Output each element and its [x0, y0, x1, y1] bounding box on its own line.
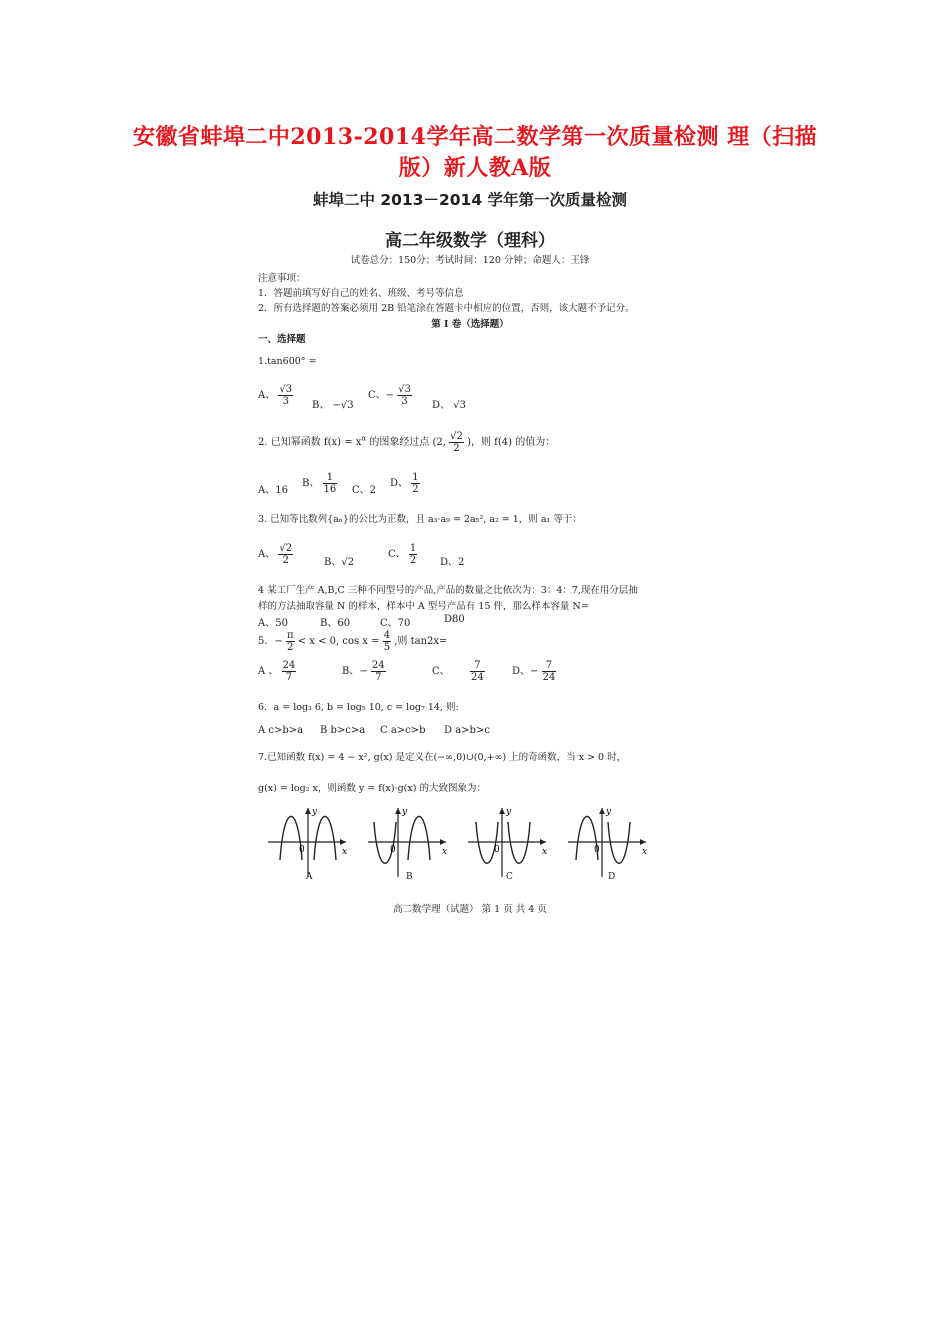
q3-option-c: C、 $\frac{1}{2}$ — [388, 543, 417, 566]
exam-info: 试卷总分：150分；考试时间：120 分钟；命题人：王锋 — [350, 255, 590, 266]
notice-title: 注意事项： — [258, 273, 306, 284]
q7-graphs — [268, 802, 668, 882]
q3-option-b: B、√2 — [324, 557, 355, 568]
graph-a-x: x — [342, 847, 348, 857]
graph-label-d: D — [608, 872, 616, 882]
graph-label-c: C — [506, 872, 513, 882]
graph-b-origin: 0 — [390, 845, 396, 855]
title-line-1: 安徽省蚌埠二中2013-2014学年高二数学第一次质量检测 理（扫描 — [132, 124, 818, 150]
q6-option-a: A c>b>a — [258, 725, 304, 736]
q2-option-a: A、16 — [258, 485, 288, 496]
q5-option-b: B、− $\frac{24}{7}$ — [342, 660, 385, 683]
graph-d-x: x — [642, 847, 648, 857]
graph-d-origin: 0 — [594, 845, 600, 855]
document-title — [120, 122, 830, 184]
graph-b-y: y — [402, 807, 408, 817]
q3-option-d: D、2 — [440, 557, 465, 568]
question-2: 2. 已知幂函数 $f(x) = x^\alpha$ 的图象经过点 (2, $\frac{√2}{2}$ )，则 f(4) 的值为： — [258, 431, 556, 454]
q5-option-c: C、 $\frac{7}{24}$ — [432, 660, 484, 683]
graph-c — [468, 807, 547, 877]
page-footer: 高二数学理（试题） 第 1 页 共 4 页 — [393, 904, 547, 915]
q4-option-c: C、70 — [380, 618, 411, 629]
q4-option-b: B、60 — [320, 618, 351, 629]
graph-c-x: x — [542, 847, 548, 857]
q1-option-a: A、 $\frac{√3}{3}$ — [258, 384, 293, 407]
graph-a-y: y — [312, 807, 318, 817]
question-6: 6．a = log₃ 6, b = log₅ 10, c = log₇ 14, 则: — [258, 702, 459, 713]
question-7-line-2: g(x) = log₂ x，则函数 y = f(x)·g(x) 的大致图象为： — [258, 783, 486, 794]
q4-option-a: A、50 — [258, 618, 288, 629]
q5-option-d: D、− $\frac{7}{24}$ — [512, 660, 556, 683]
q1-option-c: C、− $\frac{√3}{3}$ — [368, 384, 411, 407]
notice-2: 2．所有选择题的答案必须用 2B 铅笔涂在答题卡中相应的位置，否则，该大题不予记分。 — [258, 303, 635, 314]
graph-d — [568, 807, 647, 877]
graph-b — [368, 807, 447, 877]
question-4-line-1: 4 某工厂生产 A,B,C 三种不同型号的产品,产品的数量之比依次为：3：4：7,现在用分层抽 — [258, 585, 638, 596]
q2-option-b: B、 $\frac{1}{16}$ — [302, 472, 337, 495]
graph-b-x: x — [442, 847, 448, 857]
q1-option-d: D、 √3 — [432, 400, 466, 411]
q6-option-d: D a>b>c — [444, 725, 490, 736]
graph-c-origin: 0 — [494, 845, 500, 855]
q2-option-c: C、2 — [352, 485, 377, 496]
question-3: 3. 已知等比数列{aₙ}的公比为正数，且 a₃·a₉ = 2a₅², a₂ = 1，则 a₁ 等于： — [258, 514, 582, 525]
q4-option-d: D80 — [444, 614, 465, 625]
q7-graph-options — [268, 802, 668, 886]
graph-label-a: A — [306, 872, 313, 882]
graph-a-origin: 0 — [299, 845, 305, 855]
q2-option-d: D、 $\frac{1}{2}$ — [390, 472, 419, 495]
exam-header: 蚌埠二中 2013－2014 学年第一次质量检测 — [312, 191, 628, 209]
graph-label-b: B — [406, 872, 413, 882]
q6-option-b: B b>c>a — [320, 725, 366, 736]
question-7-line-1: 7.已知函数 f(x) = 4 − x², g(x) 是定义在(−∞,0)∪(0,+∞) 上的奇函数，当 x > 0 时， — [258, 752, 627, 763]
part-title: 一、选择题 — [258, 334, 306, 345]
q6-option-c: C a>c>b — [380, 725, 426, 736]
q5-option-a: A 、 $\frac{24}{7}$ — [258, 660, 296, 683]
question-5: 5．− $\frac{\pi}{2}$ < x < 0, cos x = $\frac{4}{5}$ ,则 tan2x= — [258, 630, 448, 653]
graph-d-y: y — [606, 807, 612, 817]
question-4-line-2: 样的方法抽取容量 N 的样本，样本中 A 型号产品有 15 件，那么样本容量 N= — [258, 601, 589, 612]
title-line-2: 版）新人教A版 — [398, 155, 552, 181]
question-1: 1.tan600° = — [258, 356, 317, 367]
graph-a — [268, 807, 347, 877]
section-title: 第 I 卷（选择题） — [431, 319, 509, 330]
notice-1: 1．答题前填写好自己的姓名、班级、考号等信息 — [258, 288, 464, 299]
q1-option-b: B、 −√3 — [312, 400, 354, 411]
graph-c-y: y — [506, 807, 512, 817]
exam-subheader: 高二年级数学（理科） — [385, 231, 555, 251]
q3-option-a: A、 $\frac{√2}{2}$ — [258, 543, 293, 566]
